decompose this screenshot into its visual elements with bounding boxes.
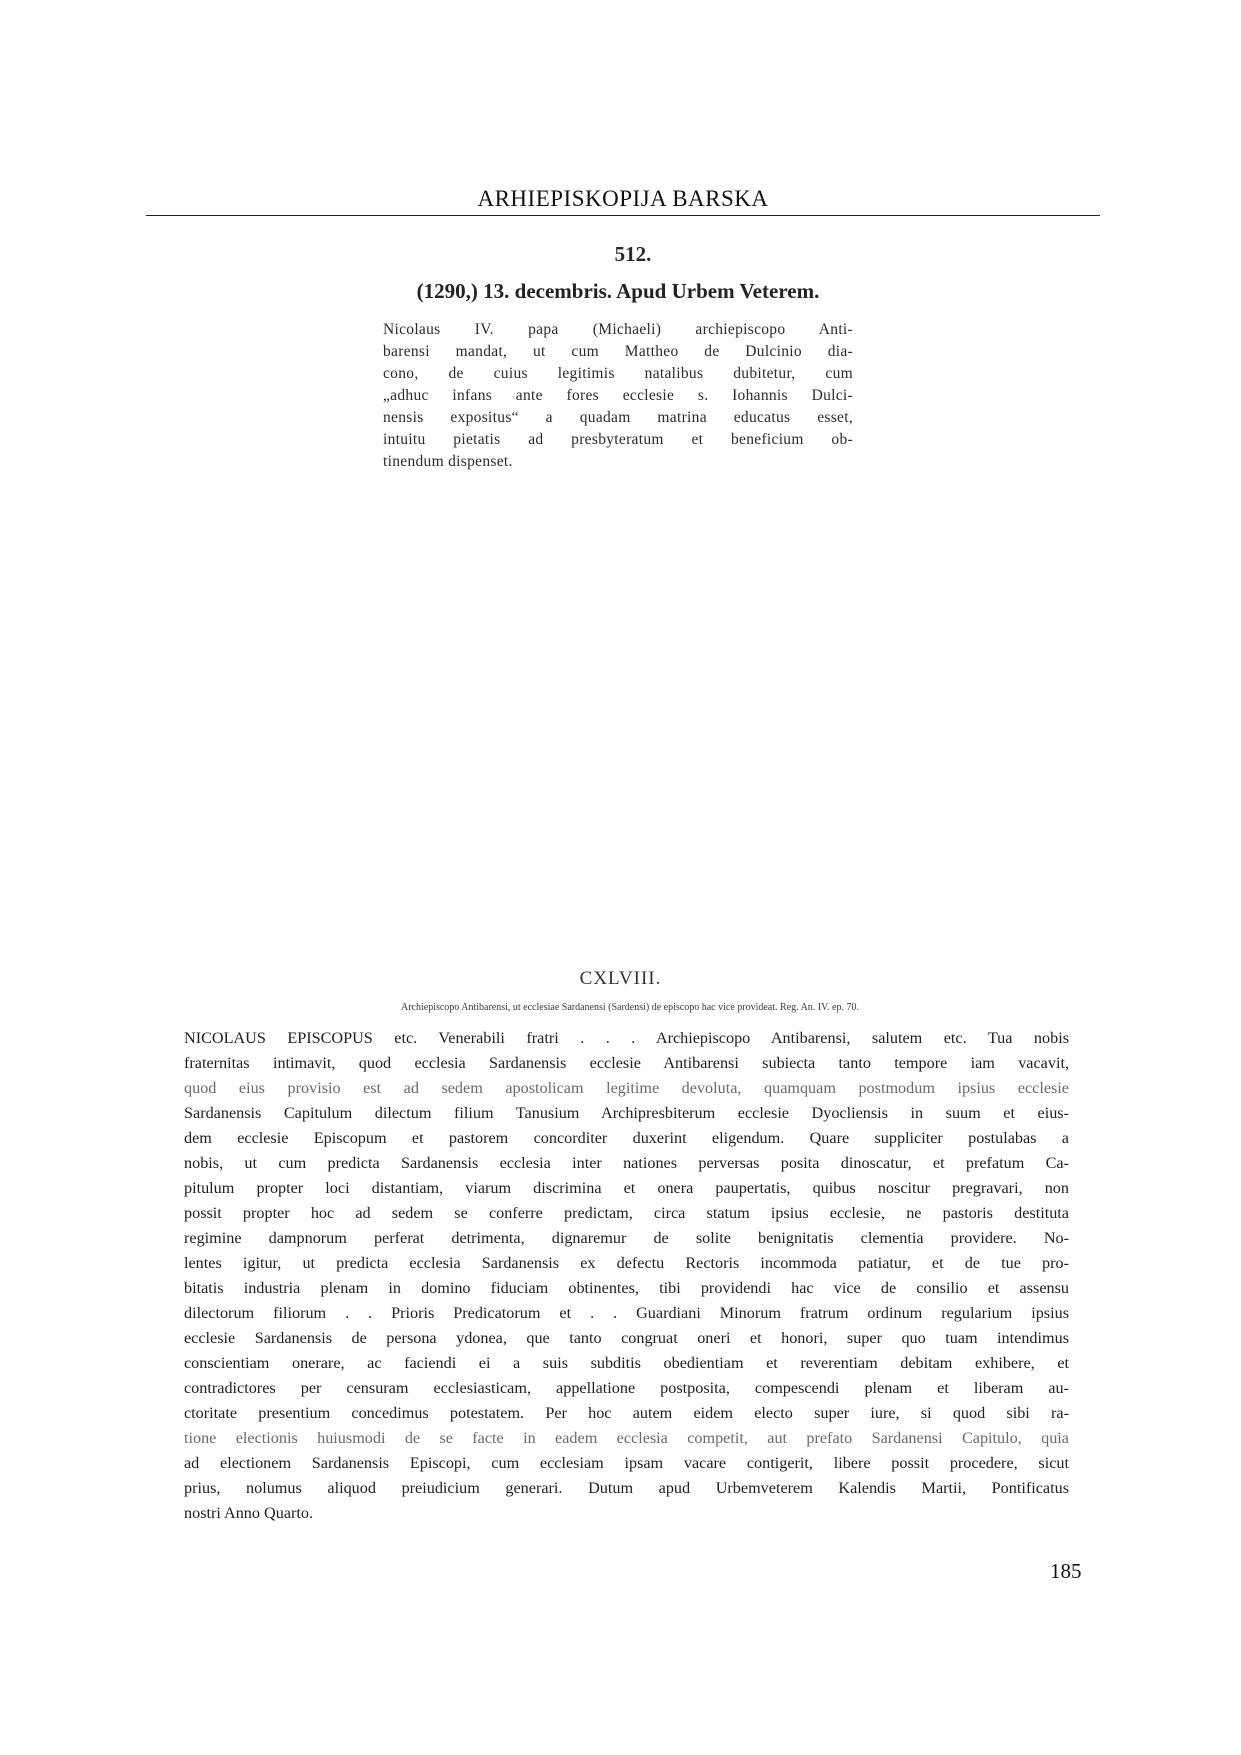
header-rule <box>146 215 1100 216</box>
regest-line: barensi mandat, ut cum Mattheo de Dulcinio dia- <box>383 343 853 360</box>
body-line: dem ecclesie Episcopum et pastorem concorditer duxerint eligendum. Quare suppliciter postulabas a <box>184 1129 1069 1147</box>
body-line: prius, nolumus aliquod preiudicium generari. Dutum apud Urbemveterem Kalendis Martii, Pontificatus <box>184 1479 1069 1497</box>
regest-line: Nicolaus IV. papa (Michaeli) archiepiscopo Anti- <box>383 321 853 338</box>
document-dateline: (1290,) 13. decembris. Apud Urbem Veterem. <box>416 279 820 303</box>
section-summary: Archiepiscopo Antibarensi, ut ecclesiae Sardanensi (Sardensi) de episcopo hac vice provideat. Reg. An. IV. ep. 70. <box>400 1002 859 1013</box>
body-line: lentes igitur, ut predicta ecclesia Sardanensis ex defectu Rectoris incommoda patiatur, et de tue pro- <box>184 1254 1069 1272</box>
body-line: regimine dampnorum perferat detrimenta, dignaremur de solite benignitatis clementia providere. No- <box>184 1229 1069 1247</box>
regest-line: intuitu pietatis ad presbyteratum et beneficium ob- <box>383 431 853 448</box>
regest-line: cono, de cuius legitimis natalibus dubitetur, cum <box>383 365 853 382</box>
body-line: fraternitas intimavit, quod ecclesia Sardanensis ecclesie Antibarensi subiecta tanto tempore iam vacavit, <box>184 1054 1069 1072</box>
body-line: contradictores per censuram ecclesiasticam, appellatione postposita, compescendi plenam et liberam au- <box>184 1379 1069 1397</box>
body-line: Sardanensis Capitulum dilectum filium Tanusium Archipresbiterum ecclesie Dyocliensis in suum et eius- <box>184 1104 1069 1122</box>
body-line: possit propter hoc ad sedem se conferre predictam, circa statum ipsius ecclesie, ne pastoris destituta <box>184 1204 1069 1222</box>
body-line: conscientiam onerare, ac faciendi ei a suis subditis obedientiam et reverentiam debitam exhibere, et <box>184 1354 1069 1372</box>
body-line: ad electionem Sardanensis Episcopi, cum ecclesiam ipsam vacare contigerit, libere possit procedere, sicut <box>184 1454 1069 1472</box>
regest-line: „adhuc infans ante fores ecclesie s. Iohannis Dulci- <box>383 387 853 404</box>
body-line: ecclesie Sardanensis de persona ydonea, que tanto congruat oneri et honori, super quo tuam intendimus <box>184 1329 1069 1347</box>
body-line: dilectorum filiorum . . Prioris Predicatorum et . . Guardiani Minorum fratrum ordinum regularium ipsius <box>184 1304 1069 1322</box>
document-number: 512. <box>614 242 652 266</box>
letter-body <box>184 1026 1069 1526</box>
body-line: NICOLAUS EPISCOPUS etc. Venerabili fratri . . . Archiepiscopo Antibarensi, salutem etc. Tua nobis <box>184 1029 1069 1047</box>
body-line: tione electionis huiusmodi de se facte in eadem ecclesia competit, aut prefato Sardanensi Capitulo, quia <box>184 1429 1069 1447</box>
body-line: quod eius provisio est ad sedem apostolicam legitime devoluta, quamquam postmodum ipsius ecclesie <box>184 1079 1069 1097</box>
regest-block <box>383 319 853 473</box>
page-number: 185 <box>1050 1559 1082 1583</box>
body-line: bitatis industria plenam in domino fiduciam obtinentes, tibi providendi hac vice de consilio et assensu <box>184 1279 1069 1297</box>
section-number: CXLVIII. <box>579 968 662 989</box>
body-line: nostri Anno Quarto. <box>184 1504 314 1522</box>
regest-line: nensis expositus“ a quadam matrina educatus esset, <box>383 409 853 426</box>
body-line: nobis, ut cum predicta Sardanensis ecclesia inter nationes perversas posita dinoscatur, et prefatum Ca- <box>184 1154 1069 1172</box>
regest-line: tinendum dispenset. <box>383 453 513 470</box>
body-line: pitulum propter loci distantiam, viarum discrimina et onera paupertatis, quibus noscitur pregravari, non <box>184 1179 1069 1197</box>
running-title: ARHIEPISKOPIJA BARSKA <box>477 186 769 211</box>
body-line: ctoritate presentium concedimus potestatem. Per hoc autem eidem electo super iure, si quod sibi ra- <box>184 1404 1069 1422</box>
